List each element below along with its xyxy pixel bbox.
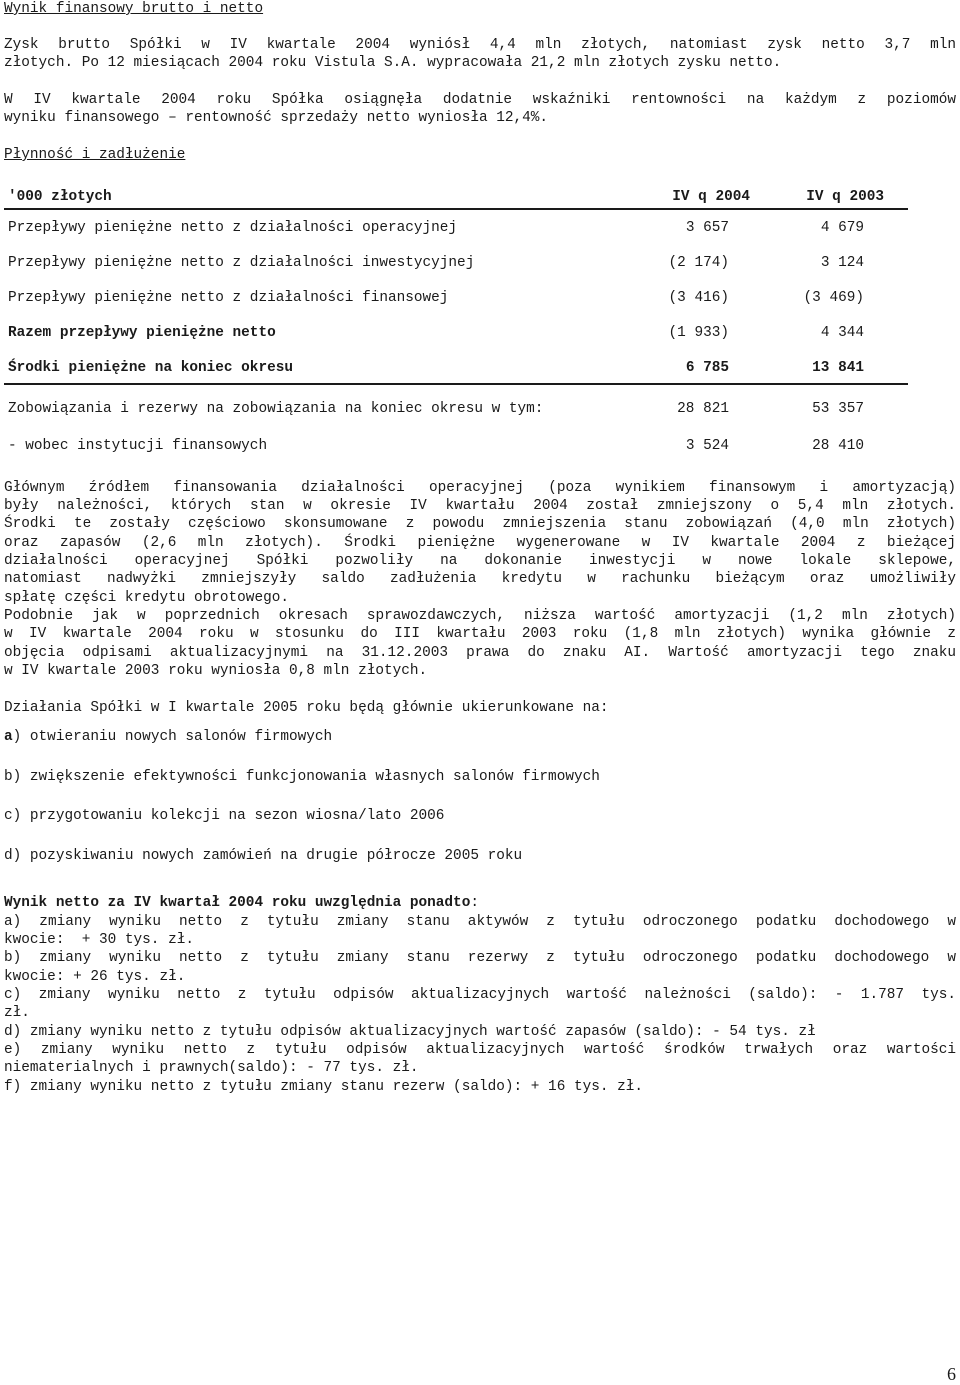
table-row bbox=[4, 359, 908, 377]
action-letter: a bbox=[4, 729, 13, 745]
body-line: w IV kwartale 2004 roku w stosunku do III kwartału 2003 roku (1,8 mln złotych) wynika głównie z bbox=[4, 626, 956, 642]
table-row bbox=[4, 324, 908, 342]
row-label: Zobowiązania i rezerwy na zobowiązania na koniec okresu w tym: bbox=[8, 401, 544, 417]
para2-line-2: wyniku finansowego – rentowność sprzedaży netto wyniosła 12,4%. bbox=[4, 110, 549, 126]
row-value-2003: 13 841 bbox=[812, 360, 864, 376]
intro-line-1: Zysk brutto Spółki w IV kwartale 2004 wyniósł 4,4 mln złotych, natomiast zysk netto 3,7 mln bbox=[4, 37, 956, 53]
body-line: działalności operacyjnej Spółki pozwoliły na dokonanie inwestycji w nowe lokale sklepowe, bbox=[4, 553, 956, 569]
row-label: Przepływy pieniężne netto z działalności inwestycyjnej bbox=[8, 255, 475, 271]
action-item: c) przygotowaniu kolekcji na sezon wiosna/lato 2006 bbox=[4, 808, 445, 824]
body-line: w IV kwartale 2003 roku wyniosła 0,8 mln złotych. bbox=[4, 663, 428, 679]
body-line: natomiast nadwyżki zmniejszyły saldo zadłużenia kredytu w rachunku bieżącym oraz umożliwiły bbox=[4, 571, 956, 587]
body-line: były należności, których stan w okresie IV kwartału 2004 został zmniejszony o 5,4 mln złotych. bbox=[4, 498, 956, 514]
body-line: Podobnie jak w poprzednich okresach sprawozdawczych, niższa wartość amortyzacji (1,2 mln złotych) bbox=[4, 608, 956, 624]
section-title: Wynik finansowy brutto i netto bbox=[4, 1, 264, 17]
row-value-2004: (1 933) bbox=[668, 325, 729, 341]
body-line: Głównym źródłem finansowania działalności operacyjnej (poza wynikiem finansowym i amortyzacją) bbox=[4, 480, 956, 496]
intro-line-2: złotych. Po 12 miesiącach 2004 roku Vistula S.A. wypracowała 21,2 mln złotych zysku netto. bbox=[4, 55, 782, 71]
header-col-2003: IV q 2003 bbox=[806, 189, 884, 205]
row-value-2004: 6 785 bbox=[685, 360, 729, 376]
table-header bbox=[4, 188, 908, 206]
row-value-2004: 3 657 bbox=[685, 220, 729, 236]
net-line: a) zmiany wyniku netto z tytułu zmiany stanu aktywów z tytułu odroczonego podatku dochodowego w bbox=[4, 914, 956, 930]
net-line: d) zmiany wyniku netto z tytułu odpisów aktualizacyjnych wartość zapasów (saldo): - 54 tys. zł bbox=[4, 1024, 816, 1040]
page-number: 6 bbox=[947, 1364, 956, 1384]
row-value-2004: (3 416) bbox=[668, 290, 729, 306]
net-heading bbox=[4, 894, 479, 912]
row-value-2004: 3 524 bbox=[685, 438, 729, 454]
row-value-2003: (3 469) bbox=[803, 290, 864, 306]
row-label: Środki pieniężne na koniec okresu bbox=[8, 360, 293, 376]
net-line: b) zmiany wyniku netto z tytułu zmiany stanu rezerwy z tytułu odroczonego podatku dochodowego w bbox=[4, 950, 956, 966]
row-value-2003: 4 344 bbox=[820, 325, 864, 341]
header-unit: '000 złotych bbox=[8, 189, 112, 205]
row-label: Razem przepływy pieniężne netto bbox=[8, 325, 276, 341]
body-line: Środki te zostały częściowo skonsumowane z powodu zmniejszenia stanu zobowiązań (4,0 mln złotych) bbox=[4, 516, 956, 532]
table-row bbox=[4, 400, 908, 418]
row-label: - wobec instytucji finansowych bbox=[8, 438, 268, 454]
action-item: b) zwiększenie efektywności funkcjonowania własnych salonów firmowych bbox=[4, 769, 600, 785]
net-line: c) zmiany wyniku netto z tytułu odpisów aktualizacyjnych wartość należności (saldo): - 1.787 tys. bbox=[4, 987, 956, 1003]
table-row bbox=[4, 289, 908, 307]
net-heading-colon: : bbox=[470, 895, 479, 911]
row-value-2004: (2 174) bbox=[668, 255, 729, 271]
table-row bbox=[4, 219, 908, 237]
row-value-2003: 28 410 bbox=[812, 438, 864, 454]
net-line: e) zmiany wyniku netto z tytułu odpisów aktualizacyjnych wartość środków trwałych oraz wartości bbox=[4, 1042, 956, 1058]
row-value-2003: 3 124 bbox=[820, 255, 864, 271]
row-value-2004: 28 821 bbox=[677, 401, 729, 417]
net-line: zł. bbox=[4, 1005, 30, 1021]
action-text: ) otwieraniu nowych salonów firmowych bbox=[12, 729, 333, 745]
table-rule-top bbox=[4, 208, 908, 210]
net-line: niematerialnych i prawnych(saldo): - 77 tys. zł. bbox=[4, 1060, 419, 1076]
table-rule-bottom bbox=[4, 383, 908, 385]
body-line: objęcia odpisami aktualizacyjnymi na 31.12.2003 prawa do znaku AI. Wartość amortyzacji tego znaku bbox=[4, 645, 956, 661]
row-label: Przepływy pieniężne netto z działalności finansowej bbox=[8, 290, 449, 306]
net-heading-text: Wynik netto za IV kwartał 2004 roku uwzględnia ponadto bbox=[4, 895, 471, 911]
action-item bbox=[4, 728, 332, 746]
subsection-title: Płynność i zadłużenie bbox=[4, 147, 186, 163]
actions-intro: Działania Spółki w I kwartale 2005 roku będą głównie ukierunkowane na: bbox=[4, 700, 609, 716]
table-row bbox=[4, 254, 908, 272]
body-line: spłatę części kredytu obrotowego. bbox=[4, 590, 289, 606]
row-value-2003: 4 679 bbox=[820, 220, 864, 236]
action-item: d) pozyskiwaniu nowych zamówień na drugie półrocze 2005 roku bbox=[4, 848, 523, 864]
table-row bbox=[4, 437, 908, 455]
header-col-2004: IV q 2004 bbox=[672, 189, 750, 205]
body-line: oraz zapasów (2,6 mln złotych). Środki pieniężne wygenerowane w IV kwartale 2004 z bieżącej bbox=[4, 535, 956, 551]
net-line: kwocie: + 26 tys. zł. bbox=[4, 969, 186, 985]
net-line: f) zmiany wyniku netto z tytułu zmiany stanu rezerw (saldo): + 16 tys. zł. bbox=[4, 1079, 644, 1095]
para2-line-1: W IV kwartale 2004 roku Spółka osiągnęła dodatnie wskaźniki rentowności na każdym z poziomów bbox=[4, 92, 956, 108]
row-label: Przepływy pieniężne netto z działalności operacyjnej bbox=[8, 220, 458, 236]
net-line: kwocie: + 30 tys. zł. bbox=[4, 932, 194, 948]
row-value-2003: 53 357 bbox=[812, 401, 864, 417]
